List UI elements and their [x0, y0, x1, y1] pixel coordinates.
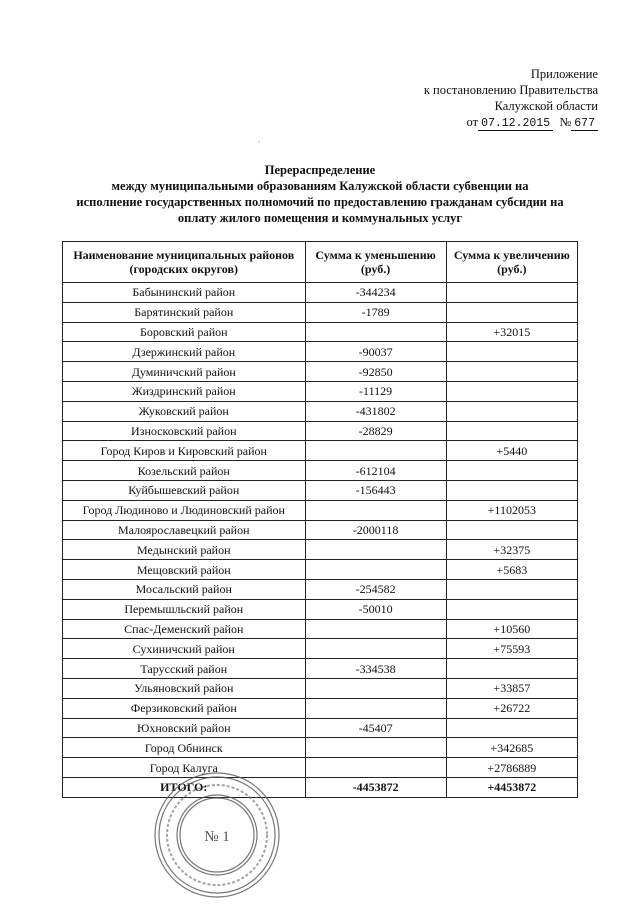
- increase-cell: [446, 659, 577, 679]
- increase-cell: [446, 283, 577, 303]
- table-row: [63, 599, 578, 619]
- district-cell: Город Калуга: [63, 758, 306, 778]
- appendix-date-line: [424, 114, 598, 132]
- decrease-cell: -344234: [305, 283, 446, 303]
- increase-cell: +26722: [446, 698, 577, 718]
- decree-number: 677: [571, 117, 598, 131]
- increase-cell: +5683: [446, 560, 577, 580]
- table-row: [63, 619, 578, 639]
- decrease-cell: -92850: [305, 362, 446, 382]
- increase-cell: +10560: [446, 619, 577, 639]
- district-cell: Козельский район: [63, 461, 306, 481]
- header-increase: Сумма к увеличению (руб.): [446, 242, 577, 283]
- increase-cell: +32375: [446, 540, 577, 560]
- increase-cell: [446, 381, 577, 401]
- increase-cell: [446, 362, 577, 382]
- district-cell: Бабынинский район: [63, 283, 306, 303]
- district-cell: Малоярославецкий район: [63, 520, 306, 540]
- decrease-cell: [305, 500, 446, 520]
- decrease-cell: -334538: [305, 659, 446, 679]
- increase-cell: [446, 302, 577, 322]
- table-row: [63, 758, 578, 778]
- district-cell: Боровский район: [63, 322, 306, 342]
- table-row: [63, 322, 578, 342]
- appendix-region: Калужской области: [494, 99, 598, 113]
- decrease-cell: [305, 619, 446, 639]
- decrease-cell: [305, 560, 446, 580]
- decrease-cell: -4453872: [305, 777, 446, 797]
- table-row: [63, 560, 578, 580]
- district-cell: Мосальский район: [63, 579, 306, 599]
- table-row: [63, 500, 578, 520]
- decrease-cell: -431802: [305, 401, 446, 421]
- table-row: [63, 659, 578, 679]
- table-row: [63, 283, 578, 303]
- decrease-cell: -2000118: [305, 520, 446, 540]
- decrease-cell: -1789: [305, 302, 446, 322]
- increase-cell: [446, 342, 577, 362]
- increase-cell: +342685: [446, 738, 577, 758]
- header-decrease: Сумма к уменьшению (руб.): [305, 242, 446, 283]
- table-header-row: [63, 242, 578, 283]
- table-row: [63, 738, 578, 758]
- district-cell: Ферзиковский район: [63, 698, 306, 718]
- decrease-cell: -612104: [305, 461, 446, 481]
- title-line-2: между муниципальными образованиям Калужской области субвенции на: [111, 179, 529, 193]
- district-cell: Износковский район: [63, 421, 306, 441]
- district-cell: Перемышльский район: [63, 599, 306, 619]
- table-row: [63, 461, 578, 481]
- decrease-cell: [305, 639, 446, 659]
- district-cell: Жуковский район: [63, 401, 306, 421]
- redistribution-table: [62, 241, 578, 798]
- number-prefix: №: [559, 115, 572, 129]
- increase-cell: [446, 401, 577, 421]
- district-cell: Дзержинский район: [63, 342, 306, 362]
- district-cell: Барятинский район: [63, 302, 306, 322]
- district-cell: Город Обнинск: [63, 738, 306, 758]
- district-cell: Сухиничский район: [63, 639, 306, 659]
- decrease-cell: [305, 441, 446, 461]
- table-row: [63, 520, 578, 540]
- table-row: [63, 639, 578, 659]
- decrease-cell: -254582: [305, 579, 446, 599]
- decrease-cell: [305, 738, 446, 758]
- district-cell: Думиничский район: [63, 362, 306, 382]
- district-cell: Город Людиново и Людиновский район: [63, 500, 306, 520]
- table-row: [63, 441, 578, 461]
- table-row: [63, 362, 578, 382]
- increase-cell: +32015: [446, 322, 577, 342]
- decrease-cell: -156443: [305, 480, 446, 500]
- district-cell: Медынский район: [63, 540, 306, 560]
- appendix-title: Приложение: [530, 67, 598, 81]
- increase-cell: [446, 579, 577, 599]
- table-row: [63, 579, 578, 599]
- title-line-1: Перераспределение: [264, 163, 376, 177]
- increase-cell: +75593: [446, 639, 577, 659]
- increase-cell: +4453872: [446, 777, 577, 797]
- decrease-cell: [305, 322, 446, 342]
- table-row: [63, 698, 578, 718]
- document-title: [30, 162, 610, 226]
- official-seal: [144, 770, 290, 900]
- district-cell: Тарусский район: [63, 659, 306, 679]
- district-cell: Ульяновский район: [63, 678, 306, 698]
- scan-mark: ˋ: [258, 140, 261, 149]
- appendix-block: [424, 66, 598, 132]
- date-prefix: от: [466, 115, 479, 129]
- decrease-cell: [305, 758, 446, 778]
- total-row: [63, 777, 578, 797]
- district-cell: Мещовский район: [63, 560, 306, 580]
- increase-cell: [446, 461, 577, 481]
- title-line-3: исполнение государственных полномочий по предоставлению гражданам субсидии на: [76, 195, 564, 209]
- table-row: [63, 678, 578, 698]
- title-line-4: оплату жилого помещения и коммунальных услуг: [177, 211, 463, 225]
- decrease-cell: [305, 540, 446, 560]
- table-body: [63, 283, 578, 798]
- district-cell: Юхновский район: [63, 718, 306, 738]
- district-cell: ИТОГО:: [63, 777, 306, 797]
- header-district: Наименование муниципальных районов (городских округов): [63, 242, 306, 283]
- increase-cell: [446, 421, 577, 441]
- table-row: [63, 302, 578, 322]
- table-row: [63, 421, 578, 441]
- increase-cell: [446, 480, 577, 500]
- table-row: [63, 381, 578, 401]
- decrease-cell: -90037: [305, 342, 446, 362]
- district-cell: Жиздринский район: [63, 381, 306, 401]
- table-row: [63, 401, 578, 421]
- decrease-cell: -45407: [305, 718, 446, 738]
- decrease-cell: [305, 698, 446, 718]
- increase-cell: +33857: [446, 678, 577, 698]
- increase-cell: [446, 599, 577, 619]
- district-cell: Город Киров и Кировский район: [63, 441, 306, 461]
- decrease-cell: -28829: [305, 421, 446, 441]
- increase-cell: +2786889: [446, 758, 577, 778]
- decrease-cell: [305, 678, 446, 698]
- district-cell: Спас-Деменский район: [63, 619, 306, 639]
- district-cell: Куйбышевский район: [63, 480, 306, 500]
- appendix-decree: к постановлению Правительства: [423, 83, 598, 97]
- decrease-cell: -50010: [305, 599, 446, 619]
- table-row: [63, 480, 578, 500]
- increase-cell: +1102053: [446, 500, 577, 520]
- increase-cell: [446, 520, 577, 540]
- increase-cell: [446, 718, 577, 738]
- table-row: [63, 718, 578, 738]
- increase-cell: +5440: [446, 441, 577, 461]
- decrease-cell: -11129: [305, 381, 446, 401]
- decree-date: 07.12.2015: [478, 117, 553, 131]
- seal-number: № 1: [204, 829, 230, 845]
- table-row: [63, 342, 578, 362]
- table-row: [63, 540, 578, 560]
